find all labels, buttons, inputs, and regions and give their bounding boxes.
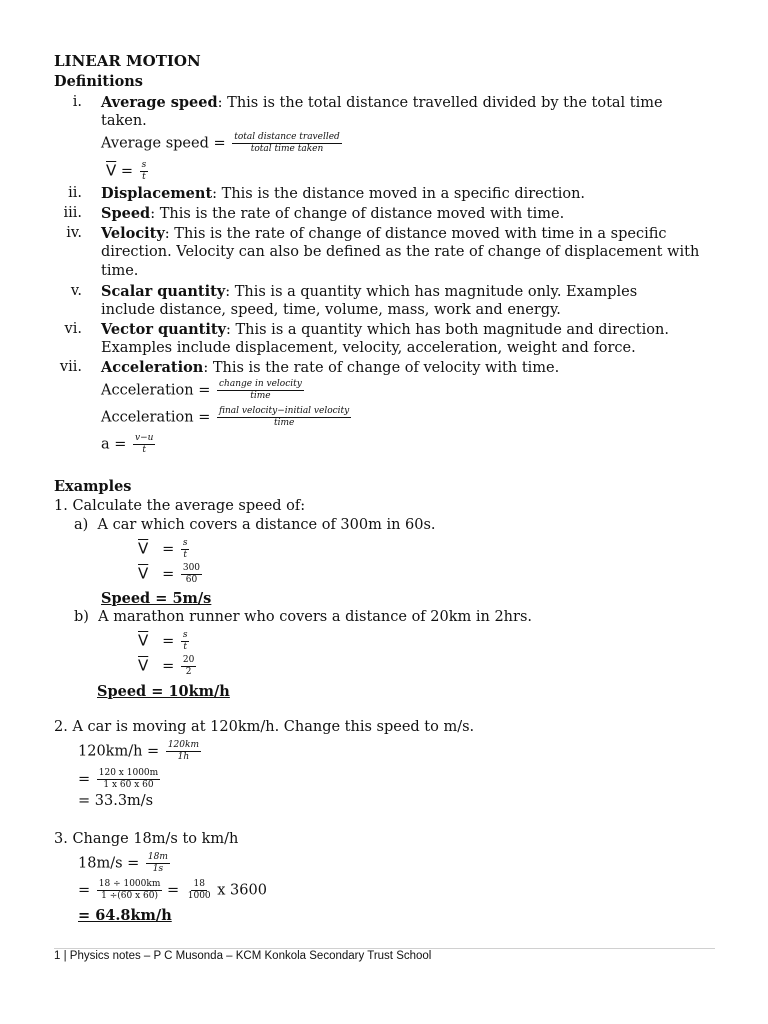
equals: = <box>162 633 175 650</box>
fraction-numerator: total distance travelled <box>234 132 340 142</box>
example-1b-answer: Speed = 10km/h <box>97 683 230 700</box>
fraction-numerator: 18 <box>193 879 205 889</box>
def-text: : This is a quantity which has both magnitude and direction. <box>225 322 669 338</box>
fraction-denominator: 2 <box>185 667 192 677</box>
page-footer: 1 | Physics notes – P C Musonda – KCM Konkola Secondary Trust School <box>54 950 432 962</box>
def-number: vi. <box>64 321 82 337</box>
equals: = <box>120 163 134 180</box>
def-number: iii. <box>63 205 82 221</box>
fraction <box>181 563 202 586</box>
def-term: Velocity <box>101 225 165 242</box>
page-title: LINEAR MOTION <box>54 52 201 70</box>
def-text: : This is the rate of change of distance moved with time in a specific <box>164 226 667 242</box>
fraction-numerator: s <box>182 538 188 548</box>
def-number: iv. <box>66 225 82 241</box>
example-2-result: = 33.3m/s <box>78 793 154 809</box>
formula-acceleration-2 <box>101 406 351 429</box>
formula-label: a = <box>101 436 127 453</box>
formula-label: Average speed = <box>101 135 226 152</box>
fraction <box>97 768 160 791</box>
definitions-heading: Definitions <box>54 73 143 90</box>
fraction-numerator: s <box>141 160 147 170</box>
example-3-step-2 <box>78 879 267 902</box>
def-text-cont: direction. Velocity can also be defined as the rate of change of displacement with <box>101 244 700 260</box>
def-term: Vector quantity <box>101 321 226 338</box>
fraction-denominator: t <box>142 445 147 455</box>
def-text: : This is the total distance travelled divided by the total time <box>217 95 663 111</box>
example-3-answer: = 64.8km/h <box>78 907 172 924</box>
sub-label: b) <box>74 609 89 625</box>
equals: = <box>78 882 91 899</box>
fraction <box>140 160 149 183</box>
example-1b <box>74 608 532 627</box>
fraction <box>217 406 351 429</box>
fraction-denominator: total time taken <box>250 144 324 154</box>
fraction-denominator: 1s <box>152 864 164 874</box>
formula-acceleration-1 <box>101 379 304 402</box>
equals: = <box>162 658 175 675</box>
def-term: Scalar quantity <box>101 283 226 300</box>
formula-acceleration-3 <box>101 433 155 456</box>
sub-question: A marathon runner who covers a distance of 20km in 2hrs. <box>98 609 532 625</box>
example-1a-step-1 <box>138 538 189 561</box>
fraction-denominator: 1 ÷(60 x 60) <box>101 891 158 901</box>
equals: = <box>166 882 180 899</box>
formula-label: Acceleration = <box>101 382 211 399</box>
def-text: : This is the distance moved in a specific direction. <box>212 186 586 202</box>
fraction-numerator: v−u <box>135 433 154 443</box>
sub-label: a) <box>74 517 89 533</box>
fraction-numerator: 18m <box>147 852 168 862</box>
fraction-numerator: 18 ÷ 1000km <box>98 879 161 889</box>
examples-heading: Examples <box>54 478 132 495</box>
fraction <box>181 630 190 653</box>
def-text: : This is the rate of change of velocity with time. <box>203 360 560 376</box>
fraction-denominator: t <box>183 550 187 560</box>
fraction-denominator: 1000 <box>187 891 211 901</box>
example-2-step-2 <box>78 768 160 791</box>
fraction <box>166 740 201 763</box>
def-text-cont: Examples include displacement, velocity, acceleration, weight and force. <box>101 340 636 356</box>
fraction-denominator: time <box>250 391 271 401</box>
fraction <box>146 852 170 875</box>
fraction <box>133 433 155 456</box>
fraction-denominator: t <box>142 172 146 182</box>
example-1b-step-2 <box>138 655 196 678</box>
example-3-question: 3. Change 18m/s to km/h <box>54 831 239 847</box>
fraction-numerator: final velocity−initial velocity <box>219 406 350 416</box>
example-1a-answer: Speed = 5m/s <box>101 590 212 607</box>
def-term: Displacement <box>101 185 213 202</box>
example-1-question: 1. Calculate the average speed of: <box>54 498 306 514</box>
sub-question: A car which covers a distance of 300m in 60s. <box>97 517 436 533</box>
def-term: Speed <box>101 205 151 222</box>
fraction-numerator: 120km <box>167 740 199 750</box>
fraction <box>97 879 163 902</box>
def-number: ii. <box>68 185 82 201</box>
example-2-step-1 <box>78 740 201 763</box>
def-text: : This is a quantity which has magnitude only. Examples <box>225 284 638 300</box>
fraction <box>232 132 342 155</box>
fraction <box>186 879 213 902</box>
v-bar-symbol: $\overline{V}$ <box>138 656 149 675</box>
v-bar-symbol: $\overline{V}$ <box>138 539 149 558</box>
expression-lhs: 18m/s = <box>78 855 140 872</box>
v-bar-symbol: $\overline{V}$ <box>138 564 149 583</box>
fraction <box>181 538 190 561</box>
def-text: : This is the rate of change of distance moved with time. <box>150 206 565 222</box>
fraction-denominator: 1 x 60 x 60 <box>103 780 154 790</box>
multiplier: x 3600 <box>217 882 267 899</box>
def-term: Acceleration <box>101 359 204 376</box>
def-number: vii. <box>59 359 82 375</box>
formula-average-speed <box>101 132 342 155</box>
def-text-cont: taken. <box>101 113 147 129</box>
formula-label: Acceleration = <box>101 409 211 426</box>
fraction-numerator: 120 x 1000m <box>98 768 159 778</box>
example-1b-step-1 <box>138 630 189 653</box>
fraction <box>217 379 304 402</box>
expression-lhs: 120km/h = <box>78 743 160 760</box>
fraction <box>181 655 196 678</box>
def-text-cont: include distance, speed, time, volume, mass, work and energy. <box>101 302 561 318</box>
equals: = <box>78 771 91 788</box>
v-bar-symbol: $\overline{V}$ <box>138 631 149 650</box>
fraction-denominator: 1h <box>177 752 190 762</box>
fraction-denominator: 60 <box>185 575 198 585</box>
v-bar-symbol: $\overline{V}$ <box>106 161 117 180</box>
fraction-numerator: 300 <box>182 563 201 573</box>
formula-v-s-t <box>106 160 148 183</box>
def-term: Average speed <box>101 94 218 111</box>
example-2-question: 2. A car is moving at 120km/h. Change this speed to m/s. <box>54 719 475 735</box>
footer-divider <box>54 948 715 949</box>
def-number: i. <box>72 94 82 110</box>
fraction-denominator: time <box>273 418 295 428</box>
example-1a <box>74 516 436 535</box>
example-3-step-1 <box>78 852 170 875</box>
fraction-denominator: t <box>183 642 187 652</box>
equals: = <box>162 566 175 583</box>
def-number: v. <box>70 283 82 299</box>
equals: = <box>162 541 175 558</box>
fraction-numerator: s <box>182 630 188 640</box>
fraction-numerator: change in velocity <box>219 379 302 389</box>
def-text-cont: time. <box>101 263 139 279</box>
example-1a-step-2 <box>138 563 202 586</box>
fraction-numerator: 20 <box>182 655 195 665</box>
